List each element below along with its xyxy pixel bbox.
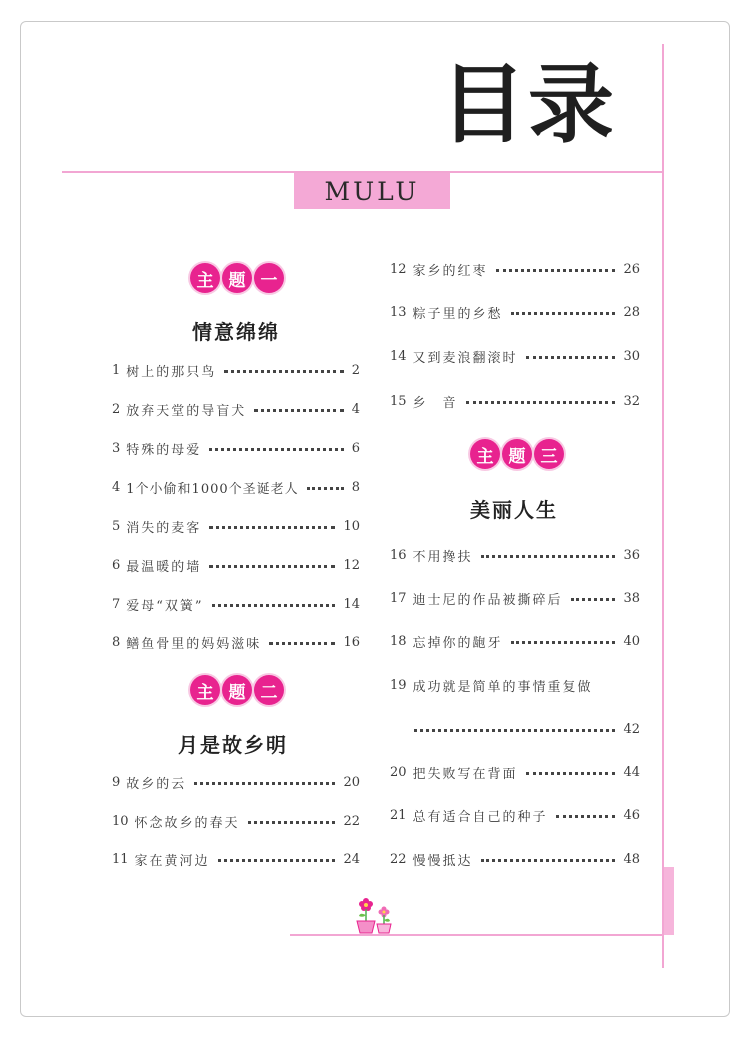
badge-char: 三 xyxy=(534,439,564,469)
toc-entry[interactable]: 20 把失败写在背面 44 xyxy=(390,764,640,782)
toc-entry[interactable]: 16 不用搀扶 36 xyxy=(390,547,640,565)
toc-entry[interactable]: 12 家乡的红枣 26 xyxy=(390,261,640,279)
toc-entry-continuation[interactable]: 42 xyxy=(414,719,640,739)
page-subtitle: MULU xyxy=(294,173,450,209)
toc-entry[interactable]: 14 又到麦浪翻滚时 30 xyxy=(390,348,640,366)
toc-entry[interactable]: 9 故乡的云 20 xyxy=(112,774,360,792)
badge-char: 主 xyxy=(190,675,220,705)
theme-1-title: 情意绵绵 xyxy=(192,320,280,344)
badge-char: 主 xyxy=(470,439,500,469)
toc-entry[interactable]: 3 特殊的母爱 6 xyxy=(112,440,360,458)
theme-2-title: 月是故乡明 xyxy=(178,733,288,757)
badge-char: 主 xyxy=(190,263,220,293)
toc-entry[interactable]: 10 怀念故乡的春天 22 xyxy=(112,813,360,831)
toc-entry[interactable]: 4 1个小偷和1000个圣诞老人 8 xyxy=(112,479,360,497)
theme-3-badge xyxy=(470,439,566,469)
toc-entry[interactable]: 8 鳝鱼骨里的妈妈滋味 16 xyxy=(112,634,360,652)
page-edge-tab xyxy=(664,867,674,935)
toc-entry[interactable]: 22 慢慢抵达 48 xyxy=(390,851,640,869)
toc-entry[interactable]: 5 消失的麦客 10 xyxy=(112,518,360,536)
page-title: 目录 xyxy=(440,54,616,155)
toc-entry[interactable]: 13 粽子里的乡愁 28 xyxy=(390,304,640,322)
toc-entry[interactable]: 17 迪士尼的作品被撕碎后 38 xyxy=(390,590,640,608)
toc-entry[interactable]: 6 最温暖的墙 12 xyxy=(112,557,360,575)
vertical-rule xyxy=(662,44,664,968)
badge-char: 二 xyxy=(254,675,284,705)
theme-3-title: 美丽人生 xyxy=(470,498,558,522)
badge-char: 题 xyxy=(502,439,532,469)
theme-1-badge xyxy=(190,263,286,293)
badge-char: 一 xyxy=(254,263,284,293)
toc-entry[interactable]: 7 爱母“双簧” 14 xyxy=(112,596,360,614)
theme-2-badge xyxy=(190,675,286,705)
badge-char: 题 xyxy=(222,263,252,293)
bottom-rule xyxy=(290,934,663,936)
badge-char: 题 xyxy=(222,675,252,705)
toc-entry[interactable]: 15 乡 音 32 xyxy=(390,393,640,411)
toc-entry[interactable]: 18 忘掉你的龅牙 40 xyxy=(390,633,640,651)
toc-entry[interactable]: 21 总有适合自己的种子 46 xyxy=(390,807,640,825)
toc-entry[interactable]: 1 树上的那只鸟 2 xyxy=(112,362,360,380)
toc-entry[interactable]: 11 家在黄河边 24 xyxy=(112,851,360,869)
toc-entry-wrapped[interactable]: 19 成功就是简单的事情重复做 xyxy=(390,677,593,695)
flower-pots-icon xyxy=(354,893,394,935)
toc-entry[interactable]: 2 放弃天堂的导盲犬 4 xyxy=(112,401,360,419)
